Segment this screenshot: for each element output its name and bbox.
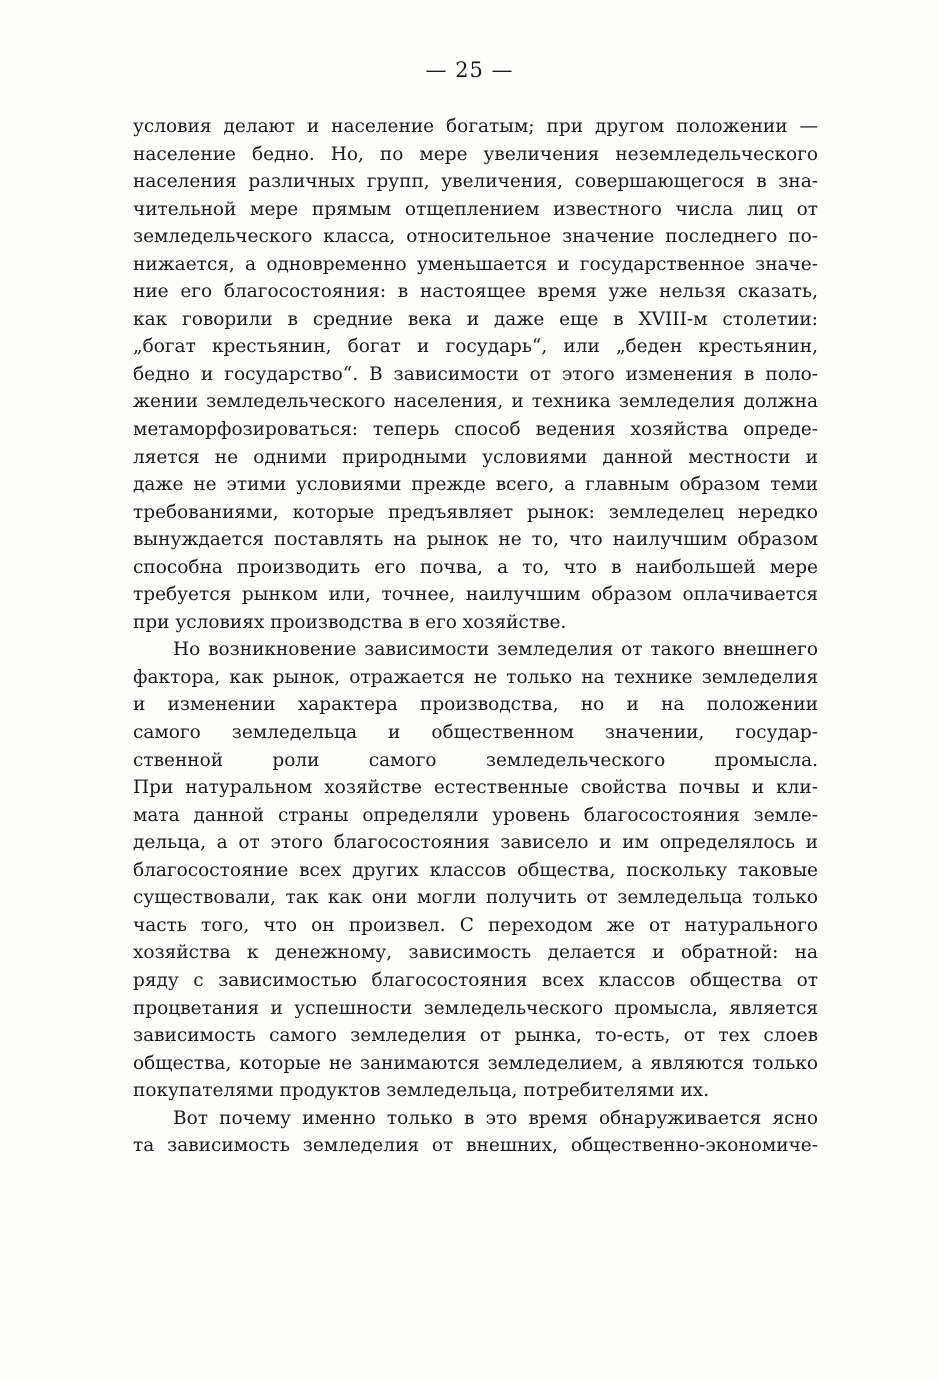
text-line: ряду с зависимостью благосостояния всех классов общества от bbox=[133, 969, 818, 991]
text-line: „богат крестьянин, богат и государь“, или „беден крестьянин, bbox=[133, 336, 818, 358]
text-line: ляется не одними природными условиями данной местности и bbox=[133, 446, 818, 468]
text-line: ние его благосостояния: в настоящее время уже нельзя сказать, bbox=[133, 281, 818, 303]
text-line: мата данной страны определяли уровень благосостояния земле- bbox=[133, 804, 818, 826]
text-line: процветания и успешности земледельческого промысла, является bbox=[133, 997, 818, 1019]
text-line: население бедно. Но, по мере увеличения неземледельческого bbox=[133, 143, 818, 165]
text-line: требованиями, которые предъявляет рынок: земледелец нередко bbox=[133, 501, 818, 523]
text-line: условия делают и население богатым; при другом положении — bbox=[133, 116, 818, 137]
text-line: покупателями продуктов земледельца, потребителями их. bbox=[133, 1080, 710, 1102]
text-line: бедно и государство“. В зависимости от этого изменения в поло- bbox=[133, 363, 818, 385]
text-line: благосостояние всех других классов общества, поскольку таковые bbox=[133, 859, 818, 881]
text-line: та зависимость земледелия от внешних, общественно-экономиче- bbox=[133, 1135, 818, 1157]
text-line: земледельческого класса, относительное значение последнего по- bbox=[133, 226, 818, 248]
text-line: Но возникновение зависимости земледелия от такого внешнего bbox=[173, 639, 818, 661]
text-line: При натуральном хозяйстве естественные свойства почвы и кли- bbox=[133, 777, 818, 799]
text-line: часть того, что он произвел. С переходом же от натурального bbox=[133, 914, 818, 936]
text-line: фактора, как рынок, отражается не только на технике земледелия bbox=[133, 666, 818, 688]
text-line: метаморфозироваться: теперь способ ведения хозяйства опреде- bbox=[133, 419, 818, 441]
text-line: ственной роли самого земледельческого промысла. bbox=[133, 749, 818, 771]
text-line: дельца, а от этого благосостояния зависело и им определялось и bbox=[133, 832, 818, 854]
text-line: вынуждается поставлять на рынок не то, что наилучшим образом bbox=[133, 529, 818, 551]
text-line: зависимость самого земледелия от рынка, то-есть, от тех слоев bbox=[133, 1025, 818, 1047]
text-line: как говорили в средние века и даже еще в XVIII-м столетии: bbox=[133, 308, 818, 330]
paragraph-3 bbox=[133, 1105, 818, 1160]
text-line: жении земледельческого населения, и техника земледелия должна bbox=[133, 391, 818, 413]
text-line: самого земледельца и общественном значении, государ- bbox=[133, 722, 818, 744]
text-line: чительной мере прямым отщеплением известного числа лиц от bbox=[133, 198, 818, 220]
text-line: при условиях производства в его хозяйстве. bbox=[133, 611, 567, 633]
text-line: нижается, а одновременно уменьшается и государственное значе- bbox=[133, 253, 818, 275]
paragraph-2 bbox=[133, 636, 818, 1104]
paragraph-1 bbox=[133, 113, 818, 636]
text-line: требуется рынком или, точнее, наилучшим образом оплачивается bbox=[133, 584, 818, 606]
text-line: населения различных групп, увеличения, совершающегося в зна- bbox=[133, 171, 818, 193]
text-line: Вот почему именно только в это время обнаруживается ясно bbox=[173, 1107, 818, 1129]
text-line: хозяйства к денежному, зависимость делается и обратной: на bbox=[133, 942, 818, 964]
body-text bbox=[133, 113, 818, 1160]
page-number: — 25 — bbox=[425, 58, 514, 82]
text-line: существовали, так как они могли получить от земледельца только bbox=[133, 887, 818, 909]
text-line: даже не этими условиями прежде всего, а главным образом теми bbox=[133, 474, 818, 496]
text-line: общества, которые не занимаются земледелием, а являются только bbox=[133, 1052, 818, 1074]
text-line: и изменении характера производства, но и на положении bbox=[133, 694, 818, 716]
text-line: способна производить его почва, а то, что в наибольшей мере bbox=[133, 556, 818, 578]
